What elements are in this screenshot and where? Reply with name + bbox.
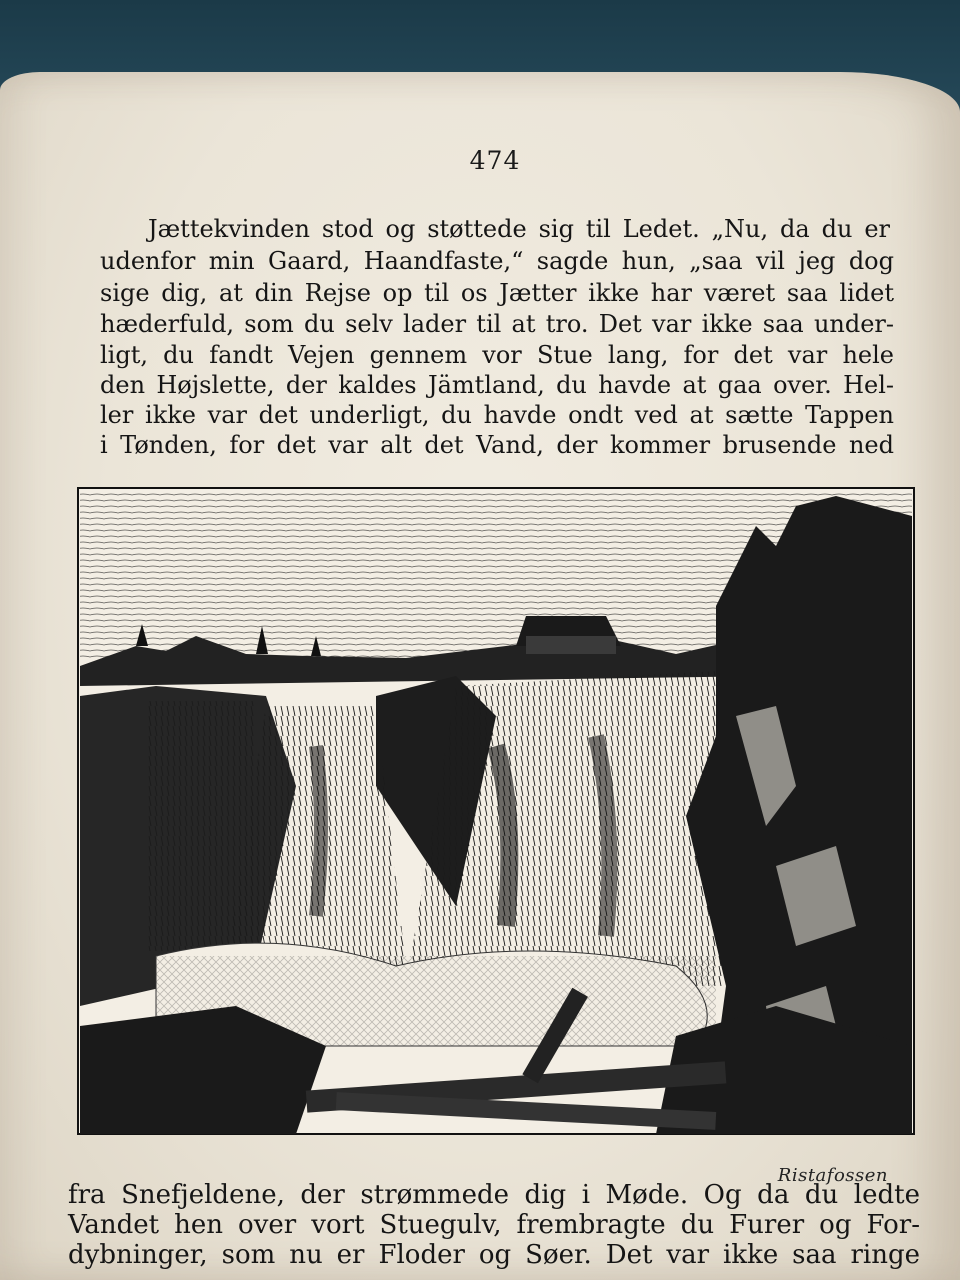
- body-line-7: ler ikke var det underligt, du havde ondt ved at sætte Tappen: [100, 401, 894, 429]
- body-line-1: Jættekvinden stod og støttede sig til Ledet. „Nu, da du er: [148, 215, 890, 243]
- waterfall-illustration: [76, 486, 916, 1136]
- body-line-5: ligt, du fandt Vejen gennem vor Stue lang, for det var hele: [100, 341, 894, 369]
- continuation-line-3: dybninger, som nu er Floder og Søer. Det var ikke saa ringe: [68, 1240, 920, 1270]
- body-line-8: i Tønden, for det var alt det Vand, der kommer brusende ned: [100, 431, 894, 459]
- body-line-4: hæderfuld, som du selv lader til at tro. Det var ikke saa under-: [100, 310, 894, 338]
- page-number: 474: [469, 146, 521, 175]
- body-line-6: den Højslette, der kaldes Jämtland, du havde at gaa over. Hel-: [100, 371, 894, 399]
- continuation-line-2: Vandet hen over vort Stuegulv, frembragte du Furer og For-: [68, 1210, 920, 1240]
- body-line-2: udenfor min Gaard, Haandfaste,“ sagde hun, „saa vil jeg dog: [100, 247, 894, 275]
- continuation-line-1: fra Snefjeldene, der strømmede dig i Møde. Og da du ledte: [68, 1180, 920, 1210]
- body-line-3: sige dig, at din Rejse op til os Jætter ikke har været saa lidet: [100, 279, 894, 307]
- illustration-caption: Ristafossen: [777, 1165, 888, 1186]
